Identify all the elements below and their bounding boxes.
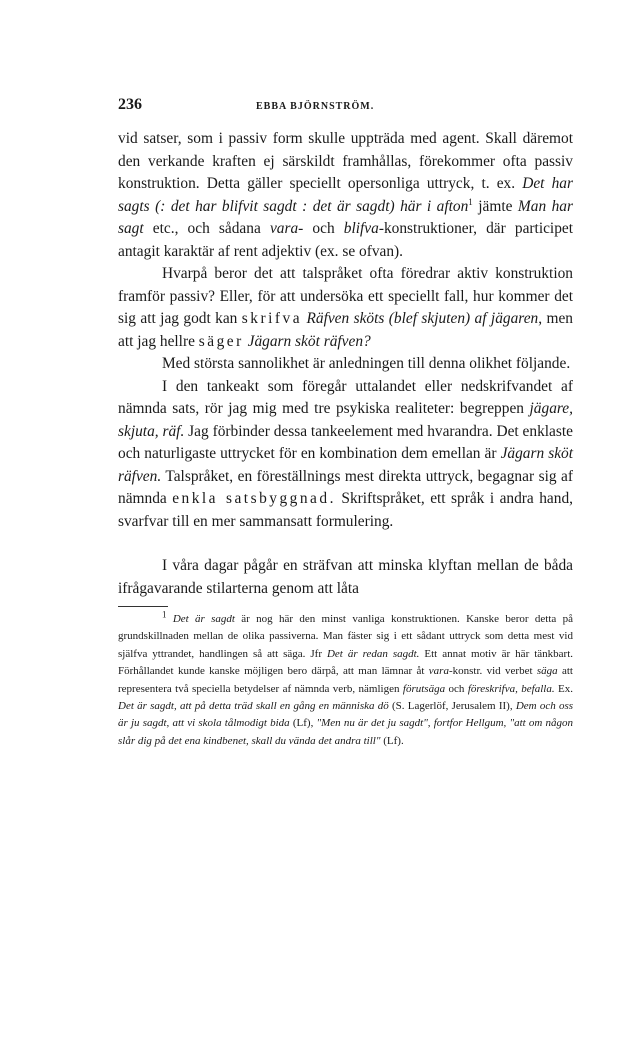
page-number: 236: [118, 96, 142, 113]
italic-text: förutsäga: [402, 682, 446, 695]
text-run: och: [445, 682, 468, 695]
italic-text: Det är sagdt, att på detta träd skall en gång en människa dö: [118, 700, 389, 713]
text-run: Skriftspråket, ett språk i andra hand, svarfvar till en mer sammansatt formulering.: [118, 490, 573, 530]
paragraph: [118, 128, 573, 263]
paragraph: [118, 555, 573, 600]
italic-text: jägare, skjuta, räf.: [118, 400, 573, 440]
text-run: Talspråket, en föreställnings mest direkta uttryck, begagnar sig af nämnda: [118, 467, 573, 507]
italic-text: föreskrifva, befalla.: [467, 682, 555, 695]
text-run: Ett annat motiv är här tänkbart. Förhållandet kunde kanske möjligen bero därpå, att man lämnar åt: [118, 647, 574, 678]
italic-text: Man har sagt: [118, 197, 573, 237]
text-run: , men att jag hellre: [118, 310, 574, 350]
footnote-marker: 1: [468, 196, 473, 207]
spaced-emphasis: enkla satsbyggnad.: [172, 490, 336, 507]
text-run: -konstr. vid verbet: [448, 665, 537, 678]
italic-text: säga: [536, 665, 558, 678]
page-header: [118, 96, 573, 120]
spaced-emphasis: skrifva: [241, 310, 303, 327]
spaced-emphasis: säger: [198, 332, 244, 350]
italic-text: Det är sagdt: [172, 613, 235, 625]
text-run: Ex.: [554, 682, 573, 695]
text-run: I den tankeakt som föregår uttalandet eller nedskrifvandet af nämnda sats, rör jag mig med tre psykiska realiteter: begreppen: [118, 377, 573, 417]
main-text: [118, 128, 573, 600]
paragraph: [118, 353, 573, 376]
italic-text: Jägarn sköt räfven?: [247, 332, 371, 350]
text-run: etc., och sådana: [143, 220, 270, 237]
footnote-marker: 1: [162, 609, 167, 620]
italic-text: Det har sagts (: det har blifvit sagdt : det är sagdt) här i afton: [118, 175, 573, 215]
text-run: Jag förbinder dessa tankeelement med hvarandra. Det enklaste och naturligaste uttrycket för en kombination dem emellan är: [118, 422, 573, 462]
footnote: [118, 611, 573, 750]
text-run: Med största sannolikhet är anledningen till denna olikhet följande.: [162, 355, 571, 372]
italic-text: Dem och oss är ju sagdt, att vi skola tålmodigt bida: [118, 700, 574, 730]
italic-text: vara-: [269, 220, 304, 237]
text-run: och: [303, 220, 344, 237]
italic-text: Räfven sköts (blef skjuten) af jägaren: [306, 310, 539, 327]
italic-text: Jägarn sköt räfven.: [118, 445, 573, 485]
text-run: (Lf),: [289, 717, 317, 730]
text-run: jämte: [472, 197, 518, 215]
text-run: konstruktioner, där participet antagit karaktär af rent adjektiv (ex. se ofvan).: [118, 220, 574, 260]
text-run: är nog här den minst vanliga konstruktionen. Kanske beror detta på grundskillnaden mellan de olika passiverna. Man fäster sig i ett sådant uttryck som detta mest vid själfva yttrandet, handlingen så att säga. Jfr: [118, 613, 573, 660]
running-head: EBBA BJÖRNSTRÖM.: [256, 101, 375, 112]
text-run: I våra dagar pågår en sträfvan att minska klyftan mellan de båda ifrågavarande stilarterna genom att låta: [118, 557, 573, 597]
paragraph: [118, 376, 573, 534]
text-run: (Lf).: [380, 734, 404, 747]
text-run: att representera två speciella betydelser af nämnda verb, nämligen: [118, 665, 573, 695]
book-page: [118, 96, 573, 750]
italic-text: "Men nu är det ju sagdt", fortfor Hellgum, "att om någon slår dig på det ena kindbenet, skall du vända det andra till": [118, 717, 574, 747]
italic-text: Det är redan sagdt.: [326, 647, 420, 660]
text-run: (S. Lagerlöf, Jerusalem II),: [388, 700, 516, 713]
footnote-rule: [118, 606, 168, 607]
italic-text: vara: [428, 665, 449, 678]
footnote-paragraph: [118, 611, 573, 750]
text-run: vid satser, som i passiv form skulle uppträda med agent. Skall däremot den verkande kraften ej särskildt framhållas, förekommer ofta passiv konstruktion. Detta gäller speciellt opersonliga uttryck, t. ex.: [118, 130, 573, 192]
paragraph: [118, 263, 573, 353]
text-run: Hvarpå beror det att talspråket ofta föredrar aktiv konstruktion framför passiv? Eller, för att undersöka ett speciellt fall, hur kommer det sig att jag godt kan: [118, 265, 573, 327]
italic-text: blifva-: [343, 220, 384, 237]
